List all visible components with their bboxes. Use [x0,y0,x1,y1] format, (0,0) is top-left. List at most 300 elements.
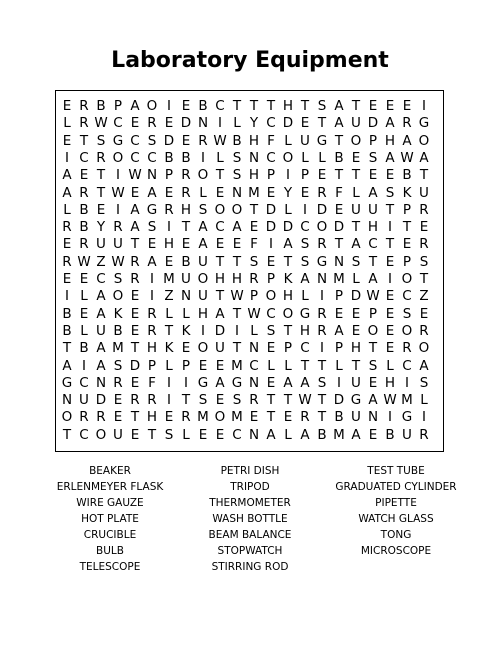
grid-letter: N [333,253,345,270]
grid-letter: T [300,98,310,114]
grid-letter: G [112,132,124,149]
grid-letter: H [197,305,209,322]
grid-letter: T [283,322,293,339]
word-list-item: TEST TUBE [367,465,425,477]
grid-letter: E [368,374,378,391]
grid-letter: T [317,409,327,426]
grid-letter: E [96,201,106,218]
grid-letter: W [383,392,397,409]
grid-letter: R [130,253,140,270]
grid-letter: H [146,409,158,426]
grid-letter: F [335,184,343,201]
grid-letter: A [300,374,310,391]
grid-letter: A [130,201,140,218]
grid-letter: O [61,409,73,426]
grid-letter: E [266,184,276,201]
grid-letter: A [385,149,395,166]
grid-letter: U [351,115,361,132]
grid-letter: U [113,236,123,253]
grid-letter: D [265,219,277,236]
grid-letter: A [351,236,361,253]
grid-letter: N [61,392,73,409]
letter-grid [55,90,444,452]
grid-letter: R [96,149,106,166]
grid-letter: I [167,374,171,391]
grid-letter: O [197,271,209,287]
grid-letter: E [130,305,140,322]
grid-letter: E [368,167,378,184]
grid-letter: G [61,374,73,391]
grid-letter: T [215,253,225,270]
grid-letter: E [249,409,259,426]
grid-letter: P [334,288,344,305]
grid-letter: B [96,98,106,114]
grid-letter: N [231,184,243,201]
grid-letter: B [334,409,344,426]
grid-letter: I [286,167,290,184]
grid-letter: S [419,374,429,391]
grid-letter: S [113,357,123,374]
grid-letter: A [419,149,429,166]
grid-letter: K [164,340,174,357]
grid-letter: I [388,409,392,426]
grid-letter: E [147,236,157,253]
grid-letter: T [368,340,378,357]
grid-letter: P [368,132,378,149]
grid-letter: C [402,288,412,305]
word-list-item: TRIPOD [230,481,270,493]
grid-letter: D [129,357,141,374]
grid-letter: G [316,132,328,149]
grid-letter: R [181,409,191,426]
grid-letter: T [266,392,276,409]
grid-letter: D [214,322,226,339]
grid-letter: C [266,305,276,322]
grid-letter: S [300,236,310,253]
grid-letter: N [248,340,260,357]
grid-letter: L [352,184,360,201]
grid-letter: C [232,426,242,443]
grid-letter: U [300,132,310,149]
grid-letter: S [232,167,242,184]
grid-letter: H [282,98,294,114]
grid-letter: R [79,115,89,132]
grid-letter: U [351,374,361,391]
grid-letter: I [150,271,154,287]
grid-letter: E [300,115,310,132]
word-list-item: WIRE GAUZE [76,497,144,509]
grid-letter: T [130,340,140,357]
grid-letter: C [147,149,157,166]
grid-letter: E [266,253,276,270]
grid-letter: O [282,149,294,166]
grid-letter: H [367,219,379,236]
grid-letter: L [216,149,224,166]
grid-letter: R [62,219,72,236]
grid-letter: R [96,409,106,426]
grid-letter: Z [96,253,106,270]
grid-letter: B [334,149,344,166]
grid-letter: C [300,340,310,357]
word-list-item: STIRRING ROD [211,561,289,573]
grid-letter: E [164,253,174,270]
grid-letter: M [333,271,345,287]
grid-letter: S [232,149,242,166]
grid-letter: S [232,392,242,409]
grid-letter: S [198,392,208,409]
grid-letter: T [419,167,429,184]
grid-letter: P [334,340,344,357]
grid-letter: B [198,98,208,114]
grid-letter: T [96,184,106,201]
grid-letter: A [96,357,106,374]
grid-letter: E [62,271,72,287]
grid-letter: T [96,167,106,184]
grid-letter: W [298,392,312,409]
grid-letter: P [402,201,412,218]
grid-letter: T [181,392,191,409]
grid-letter: N [316,271,328,287]
grid-letter: E [215,392,225,409]
grid-letter: R [164,201,174,218]
word-list-item: BEAM BALANCE [208,529,292,541]
grid-letter: L [284,357,292,374]
grid-letter: R [419,236,429,253]
grid-letter: F [267,132,275,149]
grid-letter: T [283,392,293,409]
word-list-item: HOT PLATE [81,513,139,525]
grid-letter: O [418,340,430,357]
grid-letter: O [401,322,413,339]
grid-letter: I [320,340,324,357]
grid-letter: H [214,271,226,287]
grid-letter: A [96,340,106,357]
grid-letter: T [130,409,140,426]
grid-letter: U [181,271,191,287]
word-list-item: MICROSCOPE [360,545,432,557]
grid-letter: E [385,98,395,114]
word-list-item: ERLENMEYER FLASK [56,481,164,493]
grid-letter: O [418,132,430,149]
grid-letter: E [130,288,140,305]
grid-letter: E [215,236,225,253]
grid-letter: E [402,98,412,114]
grid-letter: E [130,374,140,391]
grid-letter: A [283,236,293,253]
grid-letter: T [232,305,242,322]
grid-letter: L [165,357,173,374]
grid-letter: A [96,305,106,322]
grid-letter: R [147,305,157,322]
grid-letter: E [385,340,395,357]
grid-letter: R [79,236,89,253]
grid-letter: P [147,357,157,374]
grid-letter: O [214,409,226,426]
grid-letter: F [148,374,156,391]
grid-letter: U [351,201,361,218]
grid-letter: O [316,219,328,236]
grid-letter: O [197,167,209,184]
grid-letter: N [180,288,192,305]
grid-letter: D [367,115,379,132]
grid-letter: S [317,374,327,391]
grid-letter: T [385,201,395,218]
grid-letter: E [266,340,276,357]
grid-letter: A [266,426,276,443]
grid-letter: E [351,305,361,322]
grid-letter: T [317,115,327,132]
grid-letter: H [384,132,396,149]
grid-letter: T [351,219,361,236]
grid-letter: B [232,132,242,149]
grid-letter: E [385,322,395,339]
grid-letter: T [79,132,89,149]
grid-letter: T [266,409,276,426]
grid-letter: L [301,149,309,166]
grid-letter: W [213,132,227,149]
grid-letter: I [422,98,426,114]
grid-letter: T [317,392,327,409]
grid-letter: T [368,253,378,270]
grid-letter: I [167,98,171,114]
grid-letter: C [368,236,378,253]
grid-letter: A [368,184,378,201]
grid-letter: W [247,305,261,322]
grid-letter: E [334,305,344,322]
grid-letter: E [164,115,174,132]
grid-letter: E [419,305,429,322]
grid-letter: O [214,201,226,218]
word-list-item: BULB [96,545,124,557]
grid-letter: C [130,132,140,149]
grid-letter: B [79,201,89,218]
grid-letter: A [130,98,140,114]
grid-letter: S [368,149,378,166]
grid-letter: L [233,115,241,132]
grid-letter: I [235,322,239,339]
grid-letter: A [283,374,293,391]
grid-letter: K [283,271,293,287]
grid-letter: T [181,219,191,236]
grid-letter: C [113,115,123,132]
grid-letter: T [232,98,242,114]
grid-letter: T [334,236,344,253]
grid-letter: E [351,149,361,166]
grid-letter: B [79,340,89,357]
grid-letter: H [350,340,362,357]
grid-letter: C [402,357,412,374]
grid-letter: H [146,340,158,357]
grid-letter: E [130,115,140,132]
grid-letter: U [198,288,208,305]
grid-letter: U [368,201,378,218]
grid-letter: T [351,357,361,374]
grid-letter: U [113,426,123,443]
grid-letter: T [249,201,259,218]
grid-letter: M [333,426,345,443]
word-list-item: THERMOMETER [209,497,291,509]
grid-letter: L [80,322,88,339]
grid-letter: R [113,219,123,236]
grid-letter: B [79,219,89,236]
grid-letter: A [215,305,225,322]
grid-letter: N [95,374,107,391]
grid-letter: E [317,167,327,184]
grid-letter: L [284,426,292,443]
grid-letter: U [96,322,106,339]
grid-letter: R [402,340,412,357]
grid-letter: H [282,288,294,305]
word-list-item: PETRI DISH [220,465,280,477]
grid-letter: T [317,357,327,374]
grid-letter: C [249,357,259,374]
grid-letter: E [79,167,89,184]
grid-letter: C [79,426,89,443]
grid-letter: C [266,115,276,132]
grid-letter: A [62,357,72,374]
grid-letter: C [96,271,106,287]
grid-letter: E [385,288,395,305]
grid-letter: O [350,132,362,149]
grid-letter: E [368,426,378,443]
grid-letter: D [95,392,107,409]
grid-letter: A [96,288,106,305]
grid-letter: H [248,167,260,184]
grid-letter: T [62,426,72,443]
grid-letter: E [181,98,191,114]
grid-letter: O [282,305,294,322]
grid-letter: R [317,305,327,322]
grid-letter: E [164,409,174,426]
grid-letter: I [150,288,154,305]
grid-letter: R [317,236,327,253]
grid-letter: P [249,288,259,305]
grid-letter: B [385,426,395,443]
grid-letter: G [316,253,328,270]
grid-letter: A [62,167,72,184]
grid-letter: R [147,115,157,132]
grid-letter: C [266,149,276,166]
grid-letter: N [146,167,158,184]
grid-letter: S [419,253,429,270]
grid-letter: I [388,219,392,236]
grid-letter: O [95,426,107,443]
grid-letter: I [303,201,307,218]
grid-letter: R [147,322,157,339]
grid-letter: A [419,357,429,374]
grid-letter: U [351,409,361,426]
grid-letter: B [113,322,123,339]
grid-letter: L [318,149,326,166]
grid-letter: I [116,167,120,184]
grid-letter: E [113,392,123,409]
grid-letter: E [419,219,429,236]
grid-letter: S [402,305,412,322]
grid-letter: I [65,149,69,166]
grid-letter: E [62,132,72,149]
grid-letter: P [402,253,412,270]
grid-letter: I [405,374,409,391]
grid-letter: O [112,149,124,166]
grid-letter: T [351,98,361,114]
grid-letter: P [181,357,191,374]
grid-letter: S [385,184,395,201]
grid-letter: A [215,374,225,391]
grid-letter: T [249,98,259,114]
grid-letter: T [232,340,242,357]
grid-letter: P [266,271,276,287]
grid-letter: A [334,98,344,114]
grid-letter: D [333,219,345,236]
grid-letter: W [230,288,244,305]
grid-letter: B [317,426,327,443]
grid-letter: E [215,426,225,443]
grid-letter: M [231,357,243,374]
grid-letter: M [401,392,413,409]
grid-letter: S [198,201,208,218]
grid-letter: B [181,253,191,270]
grid-letter: E [130,426,140,443]
grid-letter: D [282,115,294,132]
grid-letter: C [79,149,89,166]
grid-letter: E [79,305,89,322]
grid-letter: A [334,322,344,339]
grid-letter: E [334,201,344,218]
grid-letter: L [420,392,428,409]
grid-letter: T [334,132,344,149]
grid-letter: W [94,115,108,132]
grid-letter: E [215,357,225,374]
grid-letter: N [248,374,260,391]
grid-letter: R [300,409,310,426]
grid-letter: E [283,409,293,426]
grid-letter: N [248,426,260,443]
grid-letter: S [164,426,174,443]
grid-letter: S [300,253,310,270]
grid-letter: H [248,132,260,149]
grid-letter: M [197,409,209,426]
grid-letter: R [79,184,89,201]
word-list [0,464,500,584]
grid-letter: A [368,271,378,287]
grid-letter: D [350,288,362,305]
grid-letter: D [180,115,192,132]
grid-letter: L [63,115,71,132]
grid-letter: K [181,322,191,339]
grid-letter: E [351,322,361,339]
grid-letter: O [367,322,379,339]
grid-letter: O [197,340,209,357]
grid-letter: K [402,184,412,201]
grid-letter: E [198,357,208,374]
grid-letter: G [299,305,311,322]
grid-letter: T [283,253,293,270]
grid-letter: W [128,167,142,184]
grid-letter: R [317,184,327,201]
grid-letter: D [265,201,277,218]
grid-letter: M [112,340,124,357]
grid-letter: H [299,322,311,339]
grid-letter: A [198,219,208,236]
grid-letter: T [266,98,276,114]
grid-letter: A [300,271,310,287]
grid-letter: L [182,305,190,322]
word-list-item: PIPETTE [375,497,417,509]
grid-letter: R [317,322,327,339]
grid-letter: D [333,392,345,409]
grid-letter: M [163,271,175,287]
grid-letter: T [385,236,395,253]
